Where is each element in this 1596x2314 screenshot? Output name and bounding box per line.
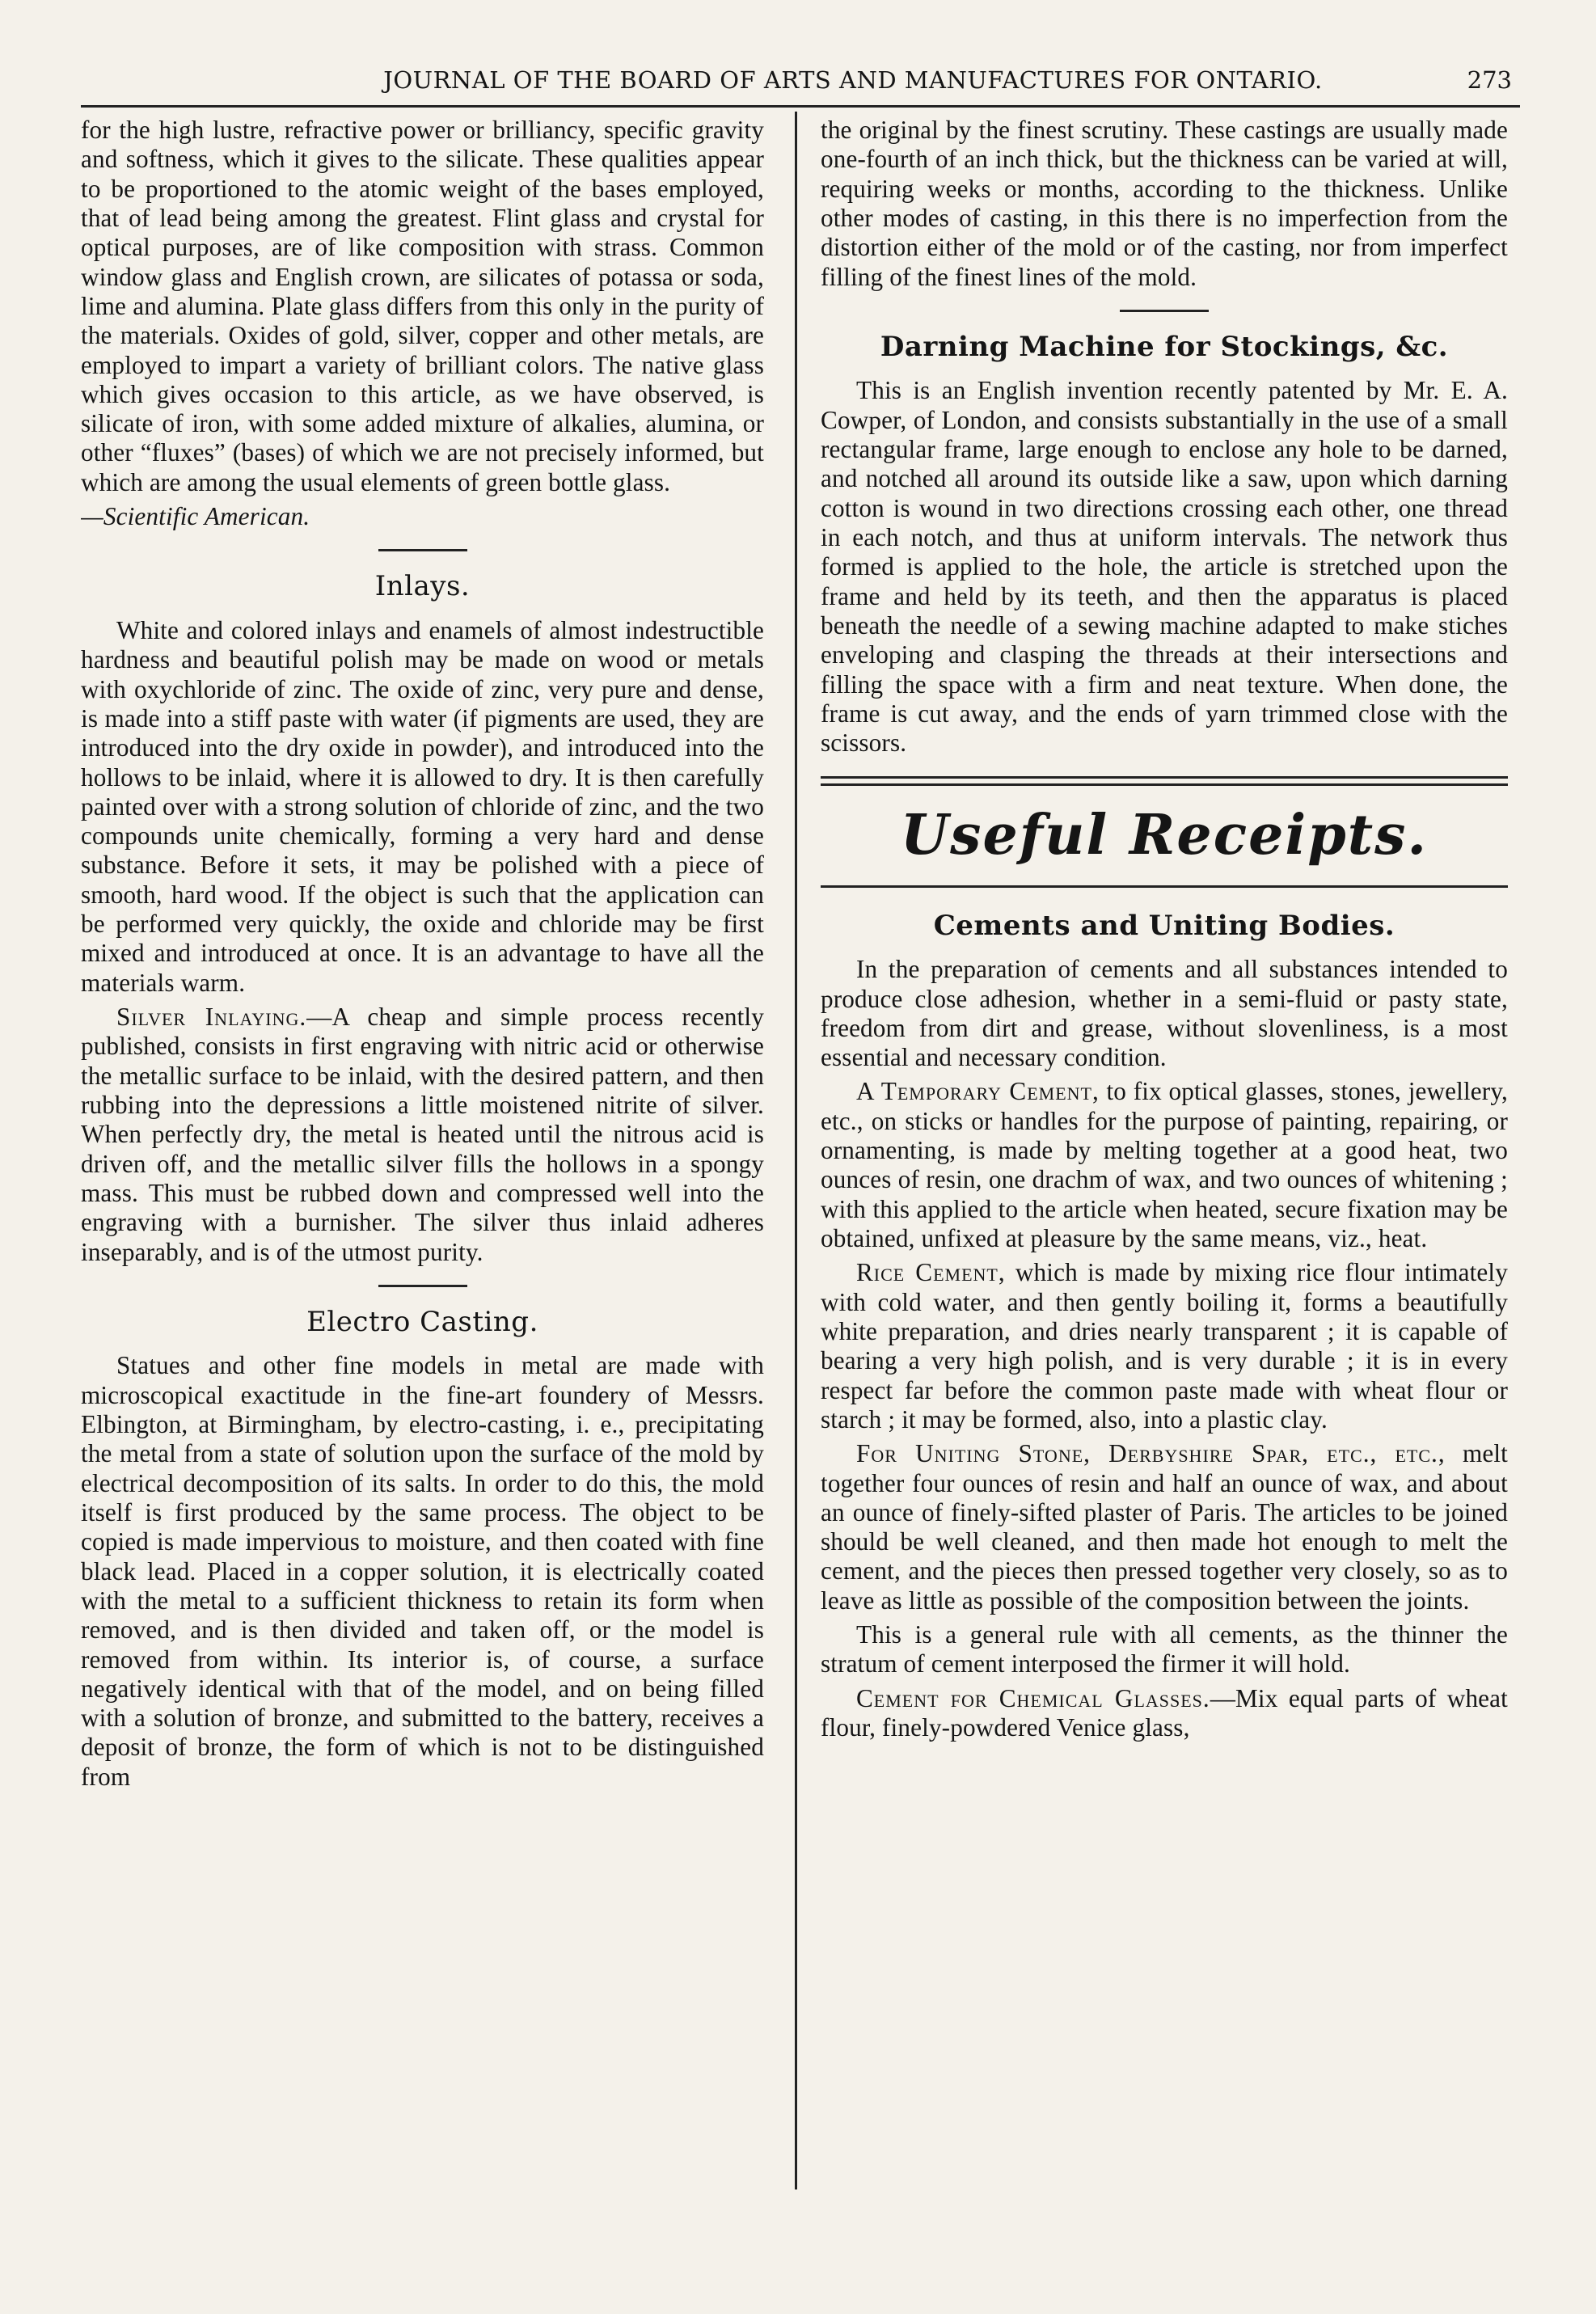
page-number: 273 <box>1467 66 1512 94</box>
journal-title: JOURNAL OF THE BOARD OF ARTS AND MANUFACTURES FOR ONTARIO. <box>383 66 1323 94</box>
chemical-glasses-lead: Cement for Chemical Glasses. <box>856 1683 1210 1712</box>
electro-casting-paragraph: Statues and other fine models in metal are made with microscopical exactitude in the fine-art foundery of Messrs. Elbington, at Birmingham, by electro-casting, i. e., precipitating the metal from a state of solution upon the surface of the mold by electrical decomposition of its salts. In order to do this, the mold itself is first produced by the same process. The object to be copied is made impervious to moisture, and then coated with fine black lead. Placed in a copper solution, it is electrically coated with the metal to a sufficient thickness to retain its form when removed, and is then divided and taken off, or the model is removed from within. Its interior is, of course, a surface negatively identical with that of the model, and on being filled with a solution of bronze, and submitted to the battery, receives a deposit of bronze, the form of which is not to be distinguished from <box>81 1351 764 1791</box>
uniting-stone-lead: For Uniting Stone, Derbyshire Spar, etc., etc., <box>856 1439 1446 1468</box>
section-separator <box>378 549 467 551</box>
section-separator <box>378 1285 467 1287</box>
rice-cement-paragraph <box>821 1258 1508 1434</box>
rice-cement-lead: Rice Cement, <box>856 1258 1006 1287</box>
running-head <box>81 57 1520 108</box>
right-column <box>821 116 1508 2202</box>
section-separator <box>1120 310 1209 312</box>
title-rule <box>821 885 1508 888</box>
source-citation: —Scientific American. <box>81 502 310 531</box>
glass-article-source <box>81 502 764 531</box>
uniting-stone-paragraph <box>821 1439 1508 1615</box>
darning-machine-heading: Darning Machine for Stockings, &c. <box>880 330 1449 363</box>
left-column <box>81 116 764 2202</box>
column-divider <box>795 112 797 2189</box>
rice-cement-text: which is made by mixing rice flour intimately with cold water, and then gently boiling it, forms a beautifully white preparation, and dries nearly transparent ; it is capable of bearing a very high polish, and is very durable ; it is in every respect far before the common paste made with wheat flour or starch ; it may be formed, also, into a plastic clay. <box>821 1258 1508 1434</box>
silver-inlaying-paragraph <box>81 1003 764 1267</box>
silver-inlaying-lead: Silver Inlaying. <box>116 1003 307 1031</box>
inlays-heading: Inlays. <box>374 570 471 603</box>
useful-receipts-title: Useful Receipts. <box>900 802 1429 868</box>
uniting-stone-text: melt together four ounces of resin and half an ounce of wax, and about an ounce of finely-sifted plaster of Paris. The articles to be joined should be well cleaned, and then made hot enough to melt the cement, and the pieces then pressed together very closely, so as to leave as little as possible of the composition between the joints. <box>821 1439 1508 1615</box>
chemical-glasses-text: —Mix equal parts of wheat flour, finely-powdered Venice glass, <box>821 1683 1508 1742</box>
double-rule <box>821 776 1508 786</box>
temporary-cement-paragraph <box>821 1077 1508 1253</box>
chemical-glasses-paragraph <box>821 1684 1508 1743</box>
electro-casting-heading: Electro Casting. <box>306 1305 538 1338</box>
darning-machine-paragraph: This is an English invention recently patented by Mr. E. A. Cowper, of London, and consists substantially in the use of a small rectangular frame, large enough to enclose any hole to be darned, and notched all around its outside like a saw, upon which darning cotton is wound in two directions crossing each other, one thread in each notch, and thus at uniform intervals. The network thus formed is applied to the hole, the article is stretched upon the frame and held by its teeth, and then the apparatus is placed beneath the needle of a sewing machine adapted to make stiches enveloping and clasping the threads at their intersections and filling the space with a firm and neat texture. When done, the frame is cut away, and the ends of yarn trimmed close with the scissors. <box>821 376 1508 758</box>
cements-intro-paragraph: In the preparation of cements and all substances intended to produce close adhesion, whether in a semi-fluid or pasty state, freedom from dirt and grease, without slovenliness, is a most essential and necessary condition. <box>821 955 1508 1072</box>
temporary-cement-text: to fix optical glasses, stones, jewellery, etc., on sticks or handles for the purpose of painting, repairing, or ornamenting, is made by melting together at a good heat, two ounces of resin, one drachm of wax, and two ounces of whitening ; with this applied to the article when heated, secure fixation may be obtained, unfixed at pleasure by the same means, viz., heat. <box>821 1077 1508 1253</box>
silver-inlaying-text: —A cheap and simple process recently published, consists in first engraving with nitric acid or otherwise the metallic surface to be inlaid, with the desired pattern, and then rubbing into the depressions a little moistened nitrite of silver. When perfectly dry, the metal is heated until the nitrous acid is driven off, and the metallic silver fills the hollows in a spongy mass. This must be rubbed down and compressed well into the engraving with a burnisher. The silver thus inlaid adheres inseparably, and is of the utmost purity. <box>81 1003 764 1266</box>
glass-article-continuation: for the high lustre, refractive power or brilliancy, specific gravity and softness, which it gives to the silicate. These qualities appear to be proportioned to the atomic weight of the bases employed, that of lead being among the greatest. Flint glass and crystal for optical purposes, are of like composition with strass. Common window glass and English crown, are silicates of potassa or soda, lime and alumina. Plate glass differs from this only in the purity of the materials. Oxides of gold, silver, copper and other metals, are employed to impart a variety of brilliant colors. The native glass which gives occasion to this article, as we have observed, is silicate of iron, with some added mixture of alkalies, alumina, or other “fluxes” (bases) of which we are not precisely informed, but which are among the usual elements of green bottle glass. <box>81 116 764 496</box>
inlays-paragraph: White and colored inlays and enamels of almost indestructible hardness and beautiful polish may be made on wood or metals with oxychloride of zinc. The oxide of zinc, very pure and dense, is made into a stiff paste with water (if pigments are used, they are introduced into the dry oxide in powder), and introduced into the hollows to be inlaid, where it is allowed to dry. It is then carefully painted over with a strong solution of chloride of zinc, and the two compounds unite chemically, forming a very hard and dense substance. Before it sets, it may be polished with a piece of smooth, hard wood. If the object is such that the application can be performed very quickly, the oxide and chloride may be first mixed and introduced at once. It is an advantage to have all the materials warm. <box>81 615 764 997</box>
general-rule-paragraph: This is a general rule with all cements, as the thinner the stratum of cement interposed the firmer it will hold. <box>821 1620 1508 1678</box>
cements-heading: Cements and Uniting Bodies. <box>933 909 1395 942</box>
temporary-cement-lead: A Temporary Cement, <box>856 1077 1100 1106</box>
electro-casting-continuation: the original by the finest scrutiny. These castings are usually made one-fourth of an inch thick, but the thickness can be varied at will, requiring weeks or months, according to the thickness. Unlike other modes of casting, in this there is no imperfection from the distortion either of the mold or of the casting, nor from imperfect filling of the finest lines of the mold. <box>821 116 1508 291</box>
